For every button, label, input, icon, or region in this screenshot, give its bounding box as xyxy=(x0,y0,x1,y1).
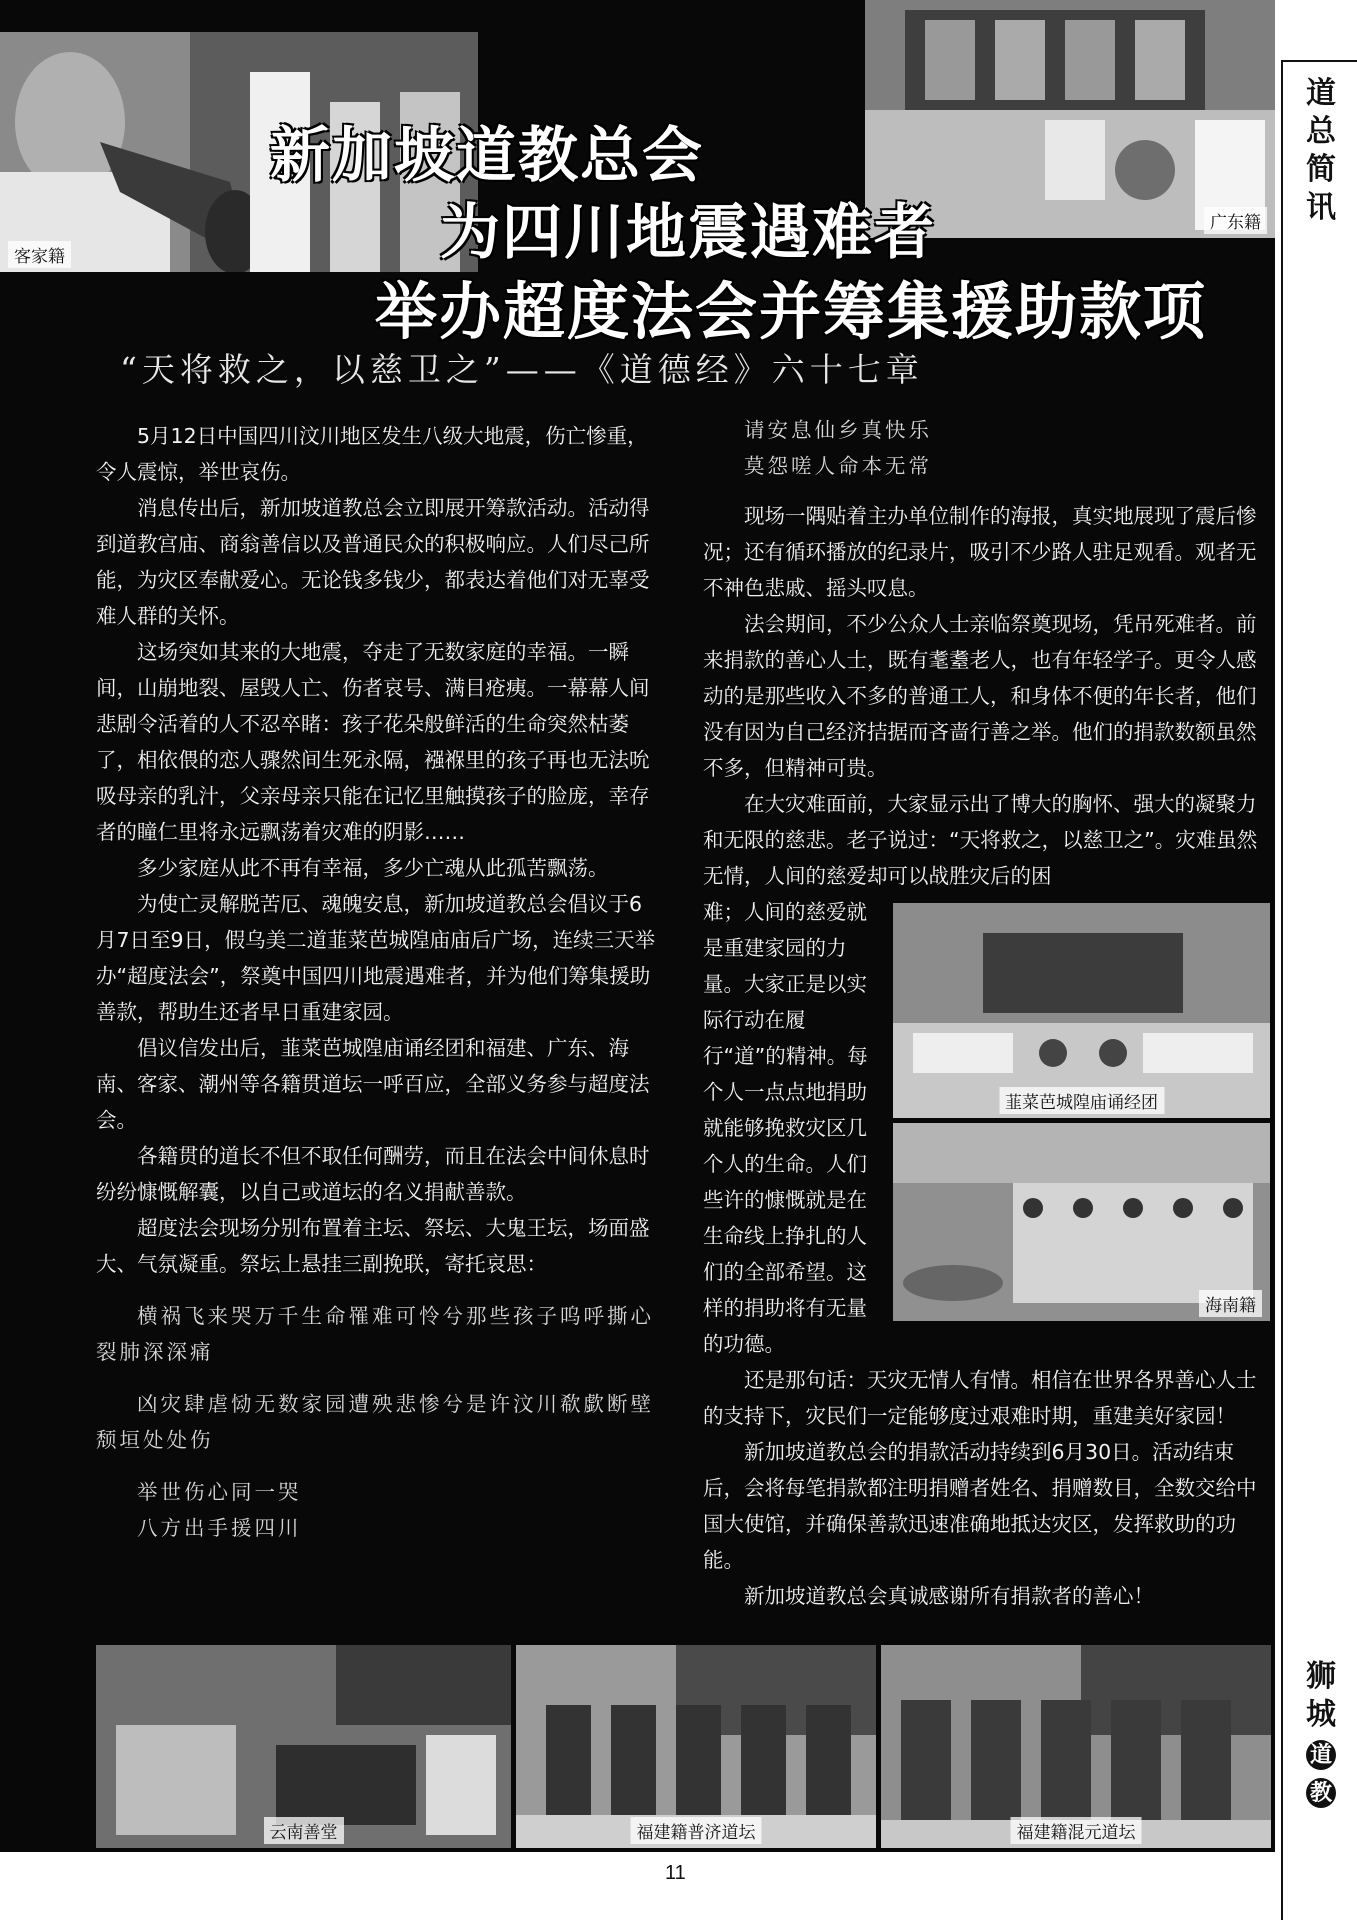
caption-hainanese: 海南籍 xyxy=(1199,1290,1262,1317)
headline-line-1: 新加坡道教总会 xyxy=(270,121,704,191)
verse-line-1: 请安息仙乡真快乐 xyxy=(744,418,932,442)
sidebar-dao-badge: 道 xyxy=(1306,1740,1336,1770)
sidebar xyxy=(1275,0,1357,1920)
verse-line-2: 莫怨嗟人命本无常 xyxy=(744,454,932,478)
left-column xyxy=(96,418,656,1546)
couplet-1-text: 横祸飞来哭万千生命罹难可怜兮那些孩子呜呼撕心裂肺深深痛 xyxy=(96,1304,654,1364)
paragraph: 消息传出后，新加坡道教总会立即展开筹款活动。活动得到道教宫庙、商翁善信以及普通民众的积极响应。人们尽己所能，为灾区奉献爱心。无论钱多钱少，都表达着他们对无辜受难人群的关怀。 xyxy=(96,496,650,628)
paragraph: 各籍贯的道长不但不取任何酬劳，而且在法会中间休息时纷纷慷慨解囊，以自己或道坛的名义捐献善款。 xyxy=(96,1144,650,1204)
sidebar-top-rule xyxy=(1281,60,1357,62)
headline-line-3: 举办超度法会并筹集援助款项 xyxy=(375,275,1208,348)
paragraph: 倡议信发出后，韮菜芭城隍庙诵经团和福建、广东、海南、客家、潮州等各籍贯道坛一呼百应，全部义务参与超度法会。 xyxy=(96,1036,650,1132)
paragraph: 多少家庭从此不再有幸福，多少亡魂从此孤苦飘荡。 xyxy=(137,856,609,880)
couplet-3-line-1: 举世伤心同一哭 xyxy=(137,1480,302,1504)
sidebar-section-label: 道总简讯 xyxy=(1306,76,1336,225)
page-number: 11 xyxy=(665,1862,686,1884)
photo-hokkien-hunyuan xyxy=(881,1645,1271,1848)
couplet-3-line-2: 八方出手援四川 xyxy=(137,1516,302,1540)
paragraph: 这场突如其来的大地震，夺走了无数家庭的幸福。一瞬间，山崩地裂、屋毁人亡、伤者哀号、满目疮痍。一幕幕人间悲剧令活着的人不忍卒睹：孩子花朵般鲜活的生命突然枯萎了，相依偎的恋人骤然间生死永隔，襁褓里的孩子再也无法吮吸母亲的乳汁，父亲母亲只能在记忆里触摸孩子的脸庞，幸存者的瞳仁里将永远飘荡着灾难的阴影…… xyxy=(96,640,650,844)
paragraph: 现场一隅贴着主办单位制作的海报，真实地展现了震后惨况；还有循环播放的纪录片，吸引不少路人驻足观看。观者无不神色悲戚、摇头叹息。 xyxy=(703,504,1257,600)
paragraph: 在大灾难面前，大家显示出了博大的胸怀、强大的凝聚力和无限的慈悲。老子说过：“天将救之，以慈卫之”。灾难虽然无情，人间的慈爱却可以战胜灾后的困 xyxy=(703,792,1258,888)
photo-hokkien-puji xyxy=(516,1645,876,1848)
caption-hokkien-hunyuan: 福建籍混元道坛 xyxy=(1011,1817,1142,1844)
photo-hainanese xyxy=(893,1123,1270,1321)
subtitle-quote: “天将救之，以慈卫之”——《道德经》六十七章 xyxy=(120,350,924,389)
narrow-text-block: 难；人间的慈爱就是重建家园的力量。大家正是以实际行动在履行“道”的精神。每个人一点点地捐助就能够挽救灾区几个人的生命。人们些许的慷慨就是在生命线上挣扎的人们的全部希望。这样的捐助将有无量的功德。 xyxy=(703,900,868,1356)
caption-cantonese: 广东籍 xyxy=(1204,207,1267,234)
couplet-1 xyxy=(96,1298,656,1370)
caption-hakka: 客家籍 xyxy=(8,241,71,268)
paragraph: 还是那句话：天灾无情人有情。相信在世界各界善心人士的支持下，灾民们一定能够度过艰难时期，重建美好家园！ xyxy=(703,1368,1257,1428)
photo-yunnan xyxy=(96,1645,511,1848)
caption-yunnan: 云南善堂 xyxy=(264,1817,344,1844)
headline-line-2: 为四川地震遇难者 xyxy=(440,198,936,268)
caption-chanting-group: 韮菜芭城隍庙诵经团 xyxy=(999,1087,1164,1114)
couplet-2 xyxy=(96,1386,656,1458)
sidebar-magazine-name-part1: 狮城 xyxy=(1306,1659,1336,1732)
caption-hokkien-puji: 福建籍普济道坛 xyxy=(631,1817,762,1844)
paragraph: 法会期间，不少公众人士亲临祭奠现场，凭吊死难者。前来捐款的善心人士，既有耄耋老人，也有年轻学子。更令人感动的是那些收入不多的普通工人，和身体不便的年长者，他们没有因为自己经济拮据而吝啬行善之举。他们的捐款数额虽然不多，但精神可贵。 xyxy=(703,612,1257,780)
couplet-continuation xyxy=(703,412,1263,484)
couplet-2-text: 凶灾肆虐恸无数家园遭殃悲惨兮是许汶川欷歔断壁颓垣处处伤 xyxy=(96,1392,654,1452)
paragraph: 新加坡道教总会的捐款活动持续到6月30日。活动结束后，会将每笔捐款都注明捐赠者姓名、捐赠数目，全数交给中国大使馆，并确保善款迅速准确地抵达灾区，发挥救助的功能。 xyxy=(703,1440,1257,1572)
sidebar-jiao-badge: 教 xyxy=(1306,1778,1336,1808)
paragraph: 新加坡道教总会真诚感谢所有捐款者的善心！ xyxy=(744,1584,1154,1608)
paragraph: 为使亡灵解脱苦厄、魂魄安息，新加坡道教总会倡议于6月7日至9日，假乌美二道韮菜芭城隍庙庙后广场，连续三天举办“超度法会”，祭奠中国四川地震遇难者，并为他们筹集援助善款，帮助生还者早日重建家园。 xyxy=(96,892,656,1024)
paragraph: 超度法会现场分别布置着主坛、祭坛、大鬼王坛，场面盛大、气氛凝重。祭坛上悬挂三副挽联，寄托哀思： xyxy=(96,1216,650,1276)
photo-chanting-group-graphic xyxy=(893,903,1270,1118)
paragraph: 5月12日中国四川汶川地区发生八级大地震，伤亡惨重，令人震惊，举世哀伤。 xyxy=(96,424,648,484)
couplet-3 xyxy=(96,1474,656,1546)
sidebar-rule xyxy=(1281,60,1283,1920)
photo-chanting-group xyxy=(893,903,1270,1118)
sidebar-magazine-name xyxy=(1301,1658,1341,1810)
